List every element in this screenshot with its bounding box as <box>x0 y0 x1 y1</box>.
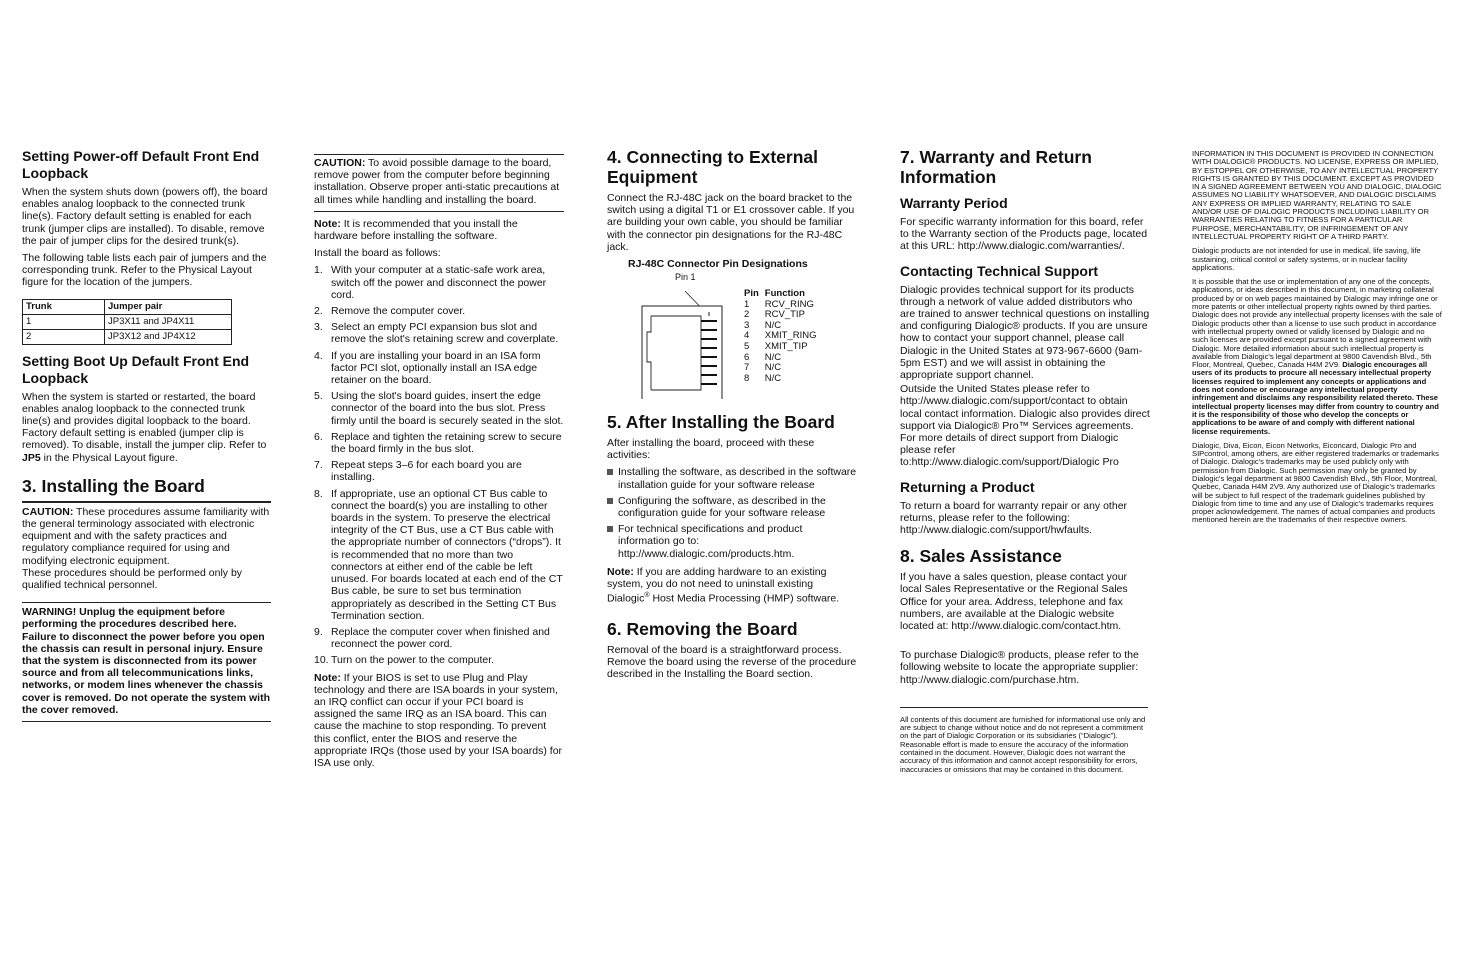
step-number: 7. <box>314 459 323 472</box>
step-number: 10. <box>314 654 329 667</box>
paragraph-poweroff-2: The following table lists each pair of jumpers and the corresponding trunk. Refer to the Physical Layout figure for the location of the jumpers. <box>22 252 267 289</box>
pin-rows <box>744 300 823 385</box>
heading-connecting-equipment: 4. Connecting to External Equipment <box>607 147 818 187</box>
table-row <box>23 314 232 329</box>
footnote-divider <box>900 707 1148 708</box>
pin-function: N/C <box>764 372 782 384</box>
list-item <box>607 495 857 519</box>
pin-row <box>744 310 823 321</box>
pin-function: RCV_RING <box>764 298 814 310</box>
list-item <box>607 523 857 560</box>
jumper-table <box>22 299 232 345</box>
divider <box>22 602 271 603</box>
pin-row <box>744 353 823 364</box>
pin-header: Pin <box>744 288 759 300</box>
pin-function: N/C <box>764 319 782 331</box>
step-text: Replace the computer cover when finished and reconnect the power cord. <box>331 625 550 651</box>
note-text: It is recommended that you install the hardware before installing the software. <box>314 217 518 243</box>
step-number: 6. <box>314 430 323 443</box>
heading-after-installing: 5. After Installing the Board <box>607 412 835 433</box>
note-label: Note: <box>314 217 341 230</box>
bullet-text: Configuring the software, as described in the configuration guide for your software release <box>618 494 826 520</box>
step-text: If appropriate, use an optional CT Bus cable to connect the board(s) you are installing to other boards in the system. To preserve the electrical integrity of the CT Bus, use a CT Bus cable with the appropriate number of connectors (“drops”). It is recommended that no more than two connectors at either end of the cable be left unused. For boards located at each end of the CT Bus cable, be sure to set bus termination appropriately as described in the Setting CT Bus Termination section. <box>331 487 563 622</box>
list-item <box>314 350 564 387</box>
step-number: 2. <box>314 305 323 318</box>
paragraph-after: After installing the board, proceed with these activities: <box>607 437 815 462</box>
pin-number: 5 <box>744 340 750 352</box>
note-text: Host Media Processing (HMP) software. <box>649 592 840 605</box>
table-cell: 2 <box>23 329 105 344</box>
pin-function: XMIT_TIP <box>764 340 808 352</box>
paragraph-bootup <box>22 391 271 464</box>
bullet-text: For technical specifications and product information go to: http://www.dialogic.com/products.htm. <box>618 523 803 560</box>
text-span: in the Physical Layout figure. <box>40 451 178 464</box>
step-number: 1. <box>314 264 323 277</box>
pin1-label: Pin 1 <box>675 272 696 283</box>
list-item <box>314 459 564 483</box>
column-1 <box>22 148 271 722</box>
registered-mark: ® <box>644 592 650 600</box>
figure-title: RJ-48C Connector Pin Designations <box>628 258 808 271</box>
step-text: Replace and tighten the retaining screw to secure the board firmly in the bus slot. <box>331 430 562 456</box>
caution-text: These procedures assume familiarity with the general terminology associated with electronic equipment and with the safety practices and regulatory compliance required for using and modifying electronic equipment. <box>22 505 270 567</box>
note-label: Note: <box>607 565 634 578</box>
divider <box>22 501 271 503</box>
step-number: 5. <box>314 390 323 403</box>
paragraph-remove: Removal of the board is a straightforward process. Remove the board using the reverse of the procedure described in the Installing the Board section. <box>607 643 857 681</box>
table-header-trunk: Trunk <box>23 299 105 314</box>
paragraph-sales-1: If you have a sales question, please contact your local Sales Representative or the Regional Sales Office for your area. Address, telephone and fax numbers, are available at the Dialogic website located at: http://www.dialogic.com/contact.htm. <box>900 571 1128 633</box>
table-header-row <box>23 299 232 314</box>
step-text: Select an empty PCI expansion bus slot and remove the slot's retaining screw and coverplate. <box>331 321 559 346</box>
list-item <box>314 321 564 345</box>
caution-label: CAUTION: <box>22 505 74 518</box>
heading-returning-product: Returning a Product <box>900 478 1035 495</box>
divider <box>314 211 564 212</box>
legal-medical: Dialogic products are not intended for use in medical, life saving, life sustaining, critical control or safety systems, or in nuclear facility applications. <box>1192 246 1421 272</box>
list-item <box>314 488 564 622</box>
pin-function: RCV_TIP <box>764 309 805 321</box>
step-text: Turn on the power to the computer. <box>331 654 495 667</box>
note-install-hardware <box>314 218 564 242</box>
pin-number: 8 <box>744 372 750 384</box>
pin-number: 2 <box>744 309 750 321</box>
caution-text: To avoid possible damage to the board, remove power from the computer before beginning installation. Observe proper anti-static precautions at all times while handling and installing the board. <box>314 157 560 206</box>
list-item <box>607 466 857 490</box>
paragraph-warranty-period: For specific warranty information for this board, refer to the Warranty section of the Products page, located at this URL: http://www.dialogic.com/warranties/. <box>900 216 1148 253</box>
pin-number: 4 <box>744 330 750 342</box>
step-text: Remove the computer cover. <box>331 305 466 318</box>
note-bios <box>314 672 564 770</box>
table-cell: 1 <box>23 314 105 329</box>
list-item <box>314 654 564 666</box>
list-item <box>314 431 564 455</box>
table-cell: JP3X11 and JP4X11 <box>105 314 232 329</box>
column-4 <box>900 147 1150 774</box>
pin-number: 1 <box>744 298 750 310</box>
function-header: Function <box>764 288 805 300</box>
caution-install-2: These procedures should be performed only by qualified technical personnel. <box>22 566 243 592</box>
bullet-square-icon <box>607 526 613 532</box>
heading-poweroff-loopback: Setting Power-off Default Front End Loopback <box>22 148 260 181</box>
heading-sales-assistance: 8. Sales Assistance <box>900 546 1062 567</box>
paragraph-sales-2: To purchase Dialogic® products, please refer to the following website to locate the appropriate supplier: http://www.dialogic.com/purchase.htm. <box>900 649 1139 686</box>
note-text: If you are adding hardware to an existing system, you do not need to uninstall existing Dialogic <box>607 565 827 605</box>
jp5-label: JP5 <box>22 451 41 464</box>
pin-number: 3 <box>744 319 750 331</box>
bullet-square-icon <box>607 469 613 475</box>
column-2 <box>314 154 564 774</box>
pin-number: 6 <box>744 351 750 363</box>
rj48c-jack-drawing <box>639 284 749 399</box>
caution-install <box>22 506 271 567</box>
heading-removing-board: 6. Removing the Board <box>607 618 798 639</box>
note-label: Note: <box>314 671 341 684</box>
step-number: 4. <box>314 349 323 362</box>
paragraph-return: To return a board for warranty repair or any other returns, please refer to the following: http://www.dialogic.com/support/hwfaults. <box>900 499 1128 537</box>
step-text: If you are installing your board in an ISA form factor PCI slot, optionally install an ISA edge retainer on the board. <box>331 349 541 387</box>
legal-ip <box>1192 278 1442 436</box>
caution-label: CAUTION: <box>314 157 366 169</box>
divider <box>22 721 271 722</box>
legal-trademarks: Dialogic, Diva, Eicon, Eicon Networks, Eiconcard, Dialogic Pro and SIPcontrol, among others, are either registered trademarks or trademarks of Dialogic. Dialogic's trademarks may be used publicly only with permission from Dialogic. Such permission may only be granted by Dialogic's legal department at 9800 Cavendish Blvd., 5th Floor, Montreal, Quebec, Canada H4M 2V9. Any authorized use of Dialogic's trademarks will be subject to full respect of the trademark guidelines published by Dialogic from time to time and any use of Dialogic's trademarks requires proper acknowledgement. The names of actual companies and products mentioned herein are the trademarks of their respective owners. <box>1192 440 1439 525</box>
table-cell: JP3X12 and JP4X12 <box>105 329 232 344</box>
step-text: With your computer at a static-safe work area, switch off the power and disconnect the power cord. <box>331 264 547 301</box>
install-intro: Install the board as follows: <box>314 247 441 260</box>
table-header-jumper: Jumper pair <box>105 299 232 314</box>
table-row <box>23 329 232 344</box>
list-item <box>314 264 564 301</box>
pin-row <box>744 374 823 385</box>
caution-antistatic <box>314 157 564 206</box>
paragraph-poweroff-1: When the system shuts down (powers off), the board enables analog loopback to the connected trunk line(s). Factory default setting is enabled for each trunk (jumper clips are installed). To disable, remove the pair of jumper clips for the desired trunk(s). <box>22 186 268 247</box>
column-3 <box>607 147 857 686</box>
legal-ip-bold: Dialogic encourages all users of its products to procure all necessary intellectual property licenses required to implement any concepts or applications and does not condone or encourage any intellectual property infringement and disclaims any responsibility related thereto. These intellectual property licenses may differ from country to country and it is the responsibility of those who develop the concepts or applications to be aware of and comply with different national license requirements. <box>1192 360 1439 436</box>
pin-number: 7 <box>744 362 750 374</box>
list-item <box>314 390 564 427</box>
paragraph-support-1: Dialogic provides technical support for its products through a network of value added distributors who are trained to answer technical questions on installing and configuring Dialogic® products. If you are unsure how to contact your support channel, please call Dialogic in the United States at 973-967-6600 (9am-5pm EST) and we will assist in obtaining the appropriate support channel. <box>900 283 1150 382</box>
install-steps-list <box>314 264 564 666</box>
step-number: 3. <box>314 321 323 334</box>
bullet-square-icon <box>607 498 613 504</box>
pin-designation-table <box>744 289 823 384</box>
step-number: 9. <box>314 625 323 638</box>
pin-row <box>744 363 823 374</box>
paragraph-support-2: Outside the United States please refer to http://www.dialogic.com/support/contact to obtain local contact information. Dialogic also provides direct support via Dialogic® Pro™ Services agreements. For more details of direct support from Dialogic please refer to:http://www.dialogic.com/support/Dialogic Pro <box>900 383 1150 469</box>
note-text: If your BIOS is set to use Plug and Play technology and there are ISA boards in your system, an IRQ conflict can occur if your PCI board is assigned the same IRQ as an ISA board. This can cause the machine to stop responding. To prevent this conflict, enter the BIOS and reserve the appropriate IRQs (those used by your ISA boards) for ISA use only. <box>314 671 563 769</box>
legal-license: INFORMATION IN THIS DOCUMENT IS PROVIDED IN CONNECTION WITH DIALOGIC® PRODUCTS. NO LICENSE, EXPRESS OR IMPLIED, BY ESTOPPEL OR OTHERWISE, TO ANY INTELLECTUAL PROPERTY RIGHTS IS GRANTED BY THIS DOCUMENT. EXCEPT AS PROVIDED IN A SIGNED AGREEMENT BETWEEN YOU AND DIALOGIC, DIALOGIC ASSUMES NO LIABILITY WHATSOEVER, AND DIALOGIC DISCLAIMS ANY EXPRESS OR IMPLIED WARRANTY, RELATING TO SALE AND/OR USE OF DIALOGIC PRODUCTS INCLUDING LIABILITY OR WARRANTIES RELATING TO FITNESS FOR A PARTICULAR PURPOSE, MERCHANTABILITY, OR INFRINGEMENT OF ANY INTELLECTUAL PROPERTY RIGHT OF A THIRD PARTY. <box>1192 149 1442 241</box>
pin-row <box>744 342 823 353</box>
column-5 <box>1192 150 1442 531</box>
heading-bootup-loopback: Setting Boot Up Default Front End Loopback <box>22 352 250 386</box>
step-text: Repeat steps 3–6 for each board you are installing. <box>331 459 522 484</box>
list-item <box>314 305 564 317</box>
divider <box>314 154 564 155</box>
heading-warranty: 7. Warranty and Return Information <box>900 147 1092 187</box>
footnote-disclaimer: All contents of this document are furnished for informational use only and are subject to change without notice and do not represent a commitment on the part of Dialogic Corporation or its subsidiaries (“Dialogic”). Reasonable effort is made to ensure the accuracy of the information contained in the document. However, Dialogic does not warrant the accuracy of this information and cannot accept responsibility for errors, inaccuracies or omissions that may be contained in this document. <box>900 714 1146 774</box>
heading-installing-board: 3. Installing the Board <box>22 475 205 496</box>
pin-function: N/C <box>764 351 782 363</box>
note-hmp <box>607 566 857 605</box>
step-number: 8. <box>314 487 323 500</box>
legal-ip-text: It is possible that the use or implementation of any one of the concepts, applications, or ideas described in this document, in marketing collateral produced by or on web pages maintained by Dialogic may infringe one or more patents or other intellectual property rights owned by third parties. Dialogic does not provide any intellectual property licenses with the sale of Dialogic products other than a license to use such product in accordance with intellectual property owned or validly licensed by Dialogic and no such licenses are provided except pursuant to a signed agreement with Dialogic. More detailed information about such intellectual property is available from Dialogic's legal department at 9800 Cavendish Blvd., 5th Floor, Montreal, Quebec, Canada H4M 2V9. <box>1192 277 1442 370</box>
heading-tech-support: Contacting Technical Support <box>900 262 1099 279</box>
paragraph-connect: Connect the RJ-48C jack on the board bracket to the switch using a digital T1 or E1 crossover cable. If you are building your own cable, you should be familiar with the connector pin designations for the RJ-48C jack. <box>607 192 855 253</box>
text-span: When the system is started or restarted, the board enables analog loopback to the connected trunk line(s) and provides digital loopback to the board. Factory default setting is enabled (jumper clip is removed). To disable, install the jumper clip. Refer to <box>22 390 267 452</box>
pin-function: N/C <box>764 362 782 374</box>
list-item <box>314 626 564 650</box>
heading-warranty-period: Warranty Period <box>900 195 1008 211</box>
rj48c-figure <box>607 272 857 402</box>
step-text: Using the slot's board guides, insert the edge connector of the board into the bus slot. Press firmly until the board is securely seated in the slot. <box>331 390 564 427</box>
bullet-text: Installing the software, as described in the software installation guide for your software release <box>618 466 857 491</box>
warning-unplug: WARNING! Unplug the equipment before performing the procedures described here. Failure to disconnect the power before you open the chassis can result in personal injury. Ensure that the system is disconnected from its power source and from all telecommunications links, networks, or modem lines whenever the chassis cover is removed. Do not operate the system with the cover removed. <box>22 606 270 716</box>
after-install-list <box>607 466 857 559</box>
pin-function: XMIT_RING <box>764 330 817 342</box>
